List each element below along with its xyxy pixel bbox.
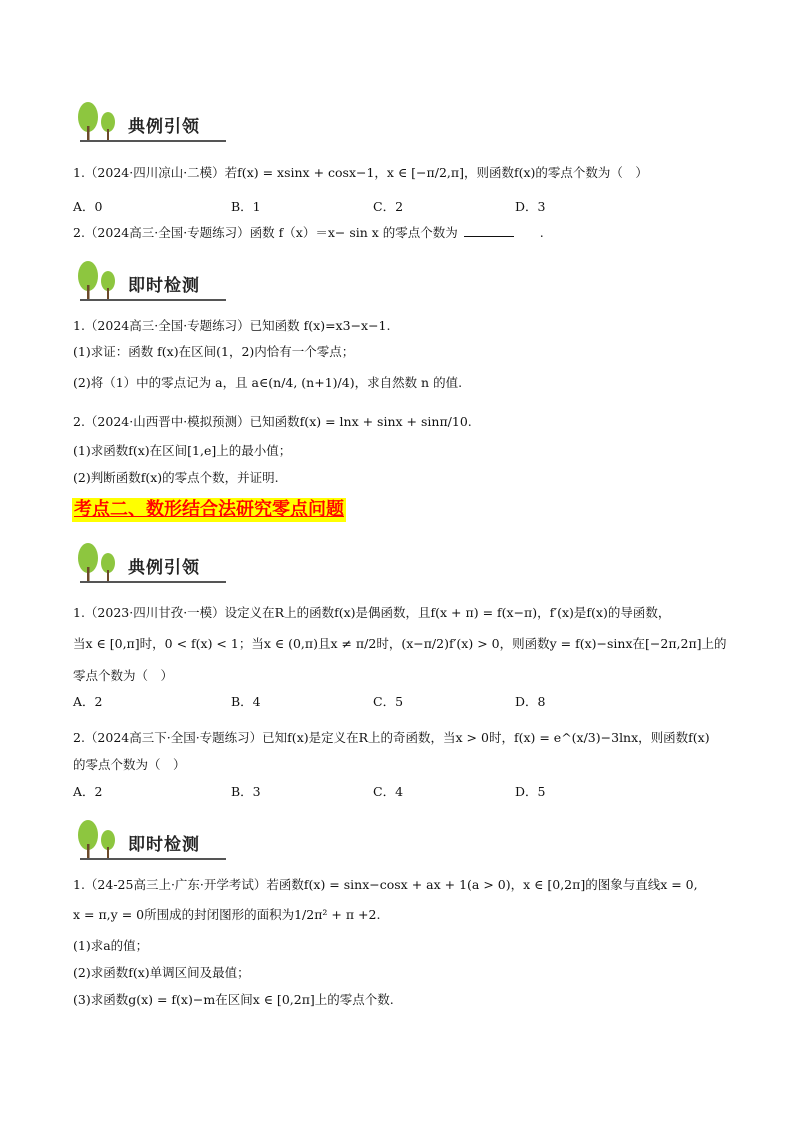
banner-rule	[80, 581, 226, 583]
question-text: 1.（2024·四川凉山·二模）若f(x) = xsinx + cosx−1，x ∈ [−π/2,π]，则函数f(x)的零点个数为（ ）	[73, 165, 648, 180]
question-text: 2.（2024·山西晋中·模拟预测）已知函数f(x) = lnx + sinx + sinπ/10.	[73, 414, 472, 429]
section-heading: 考点二、数形结合法研究零点问题	[74, 499, 344, 520]
question-text: 的零点个数为（ ）	[73, 757, 186, 772]
tree-icon	[74, 259, 120, 303]
option-c: C．2	[373, 199, 404, 214]
question-text	[73, 224, 544, 242]
question-text: 当x ∈ [0,π]时，0 < f(x) < 1；当x ∈ (0,π)且x ≠ π/2时，(x−π/2)f′(x) > 0，则函数y = f(x)−sinx在[−2π,2π]上的	[73, 636, 727, 651]
option-b: B．1	[231, 199, 261, 214]
option-a: A．2	[73, 694, 103, 709]
question-part: (2)求函数f(x)单调区间及最值；	[73, 965, 250, 980]
banner-rule	[80, 858, 226, 860]
banner-title: 典例引领	[128, 117, 200, 137]
banner-check-1	[74, 259, 226, 303]
question-text: 1.（2024高三·全国·专题练习）已知函数 f(x)=x3−x−1.	[73, 318, 391, 333]
question-text: 1.（24-25高三上·广东·开学考试）若函数f(x) = sinx−cosx + ax + 1(a > 0)，x ∈ [0,2π]的图象与直线x = 0,	[73, 877, 698, 892]
option-c: C．5	[373, 694, 404, 709]
question-text: x = π,y = 0所围成的封闭图形的面积为1/2π² + π +2.	[73, 907, 381, 922]
banner-title: 即时检测	[128, 835, 200, 855]
question-part: (2)判断函数f(x)的零点个数，并证明.	[73, 470, 279, 485]
option-d: D．3	[515, 199, 546, 214]
option-b: B．3	[231, 784, 261, 799]
question-part: (1)求a的值；	[73, 938, 149, 953]
option-a: A．0	[73, 199, 103, 214]
question-part: (3)求函数g(x) = f(x)−m在区间x ∈ [0,2π]上的零点个数.	[73, 992, 394, 1007]
question-part: (2)将（1）中的零点记为 a，且 a∈(n/4, (n+1)/4)，求自然数 n 的值.	[73, 375, 463, 390]
banner-rule	[80, 299, 226, 301]
tree-icon	[74, 541, 120, 585]
tree-icon	[74, 818, 120, 862]
banner-example-2	[74, 541, 226, 585]
banner-check-2	[74, 818, 226, 862]
question-text-body: 2.（2024高三·全国·专题练习）函数 f（x）＝x− sin x 的零点个数为	[73, 225, 458, 240]
answer-blank	[464, 224, 514, 237]
banner-title: 即时检测	[128, 276, 200, 296]
banner-example-1	[74, 100, 226, 144]
option-c: C．4	[373, 784, 404, 799]
question-text: 零点个数为（ ）	[73, 668, 174, 683]
question-end: .	[539, 225, 544, 240]
option-b: B．4	[231, 694, 261, 709]
question-part: (1)求证：函数 f(x)在区间(1，2)内恰有一个零点；	[73, 344, 355, 359]
option-d: D．8	[515, 694, 546, 709]
question-text: 1.（2023·四川甘孜·一模）设定义在R上的函数f(x)是偶函数，且f(x + π) = f(x−π)，f′(x)是f(x)的导函数，	[73, 605, 671, 620]
tree-icon	[74, 100, 120, 144]
option-d: D．5	[515, 784, 546, 799]
question-text: 2.（2024高三下·全国·专题练习）已知f(x)是定义在R上的奇函数，当x > 0时，f(x) = e^(x/3)−3lnx，则函数f(x)	[73, 730, 710, 745]
banner-rule	[80, 140, 226, 142]
option-a: A．2	[73, 784, 103, 799]
banner-title: 典例引领	[128, 558, 200, 578]
question-part: (1)求函数f(x)在区间[1,e]上的最小值；	[73, 443, 292, 458]
